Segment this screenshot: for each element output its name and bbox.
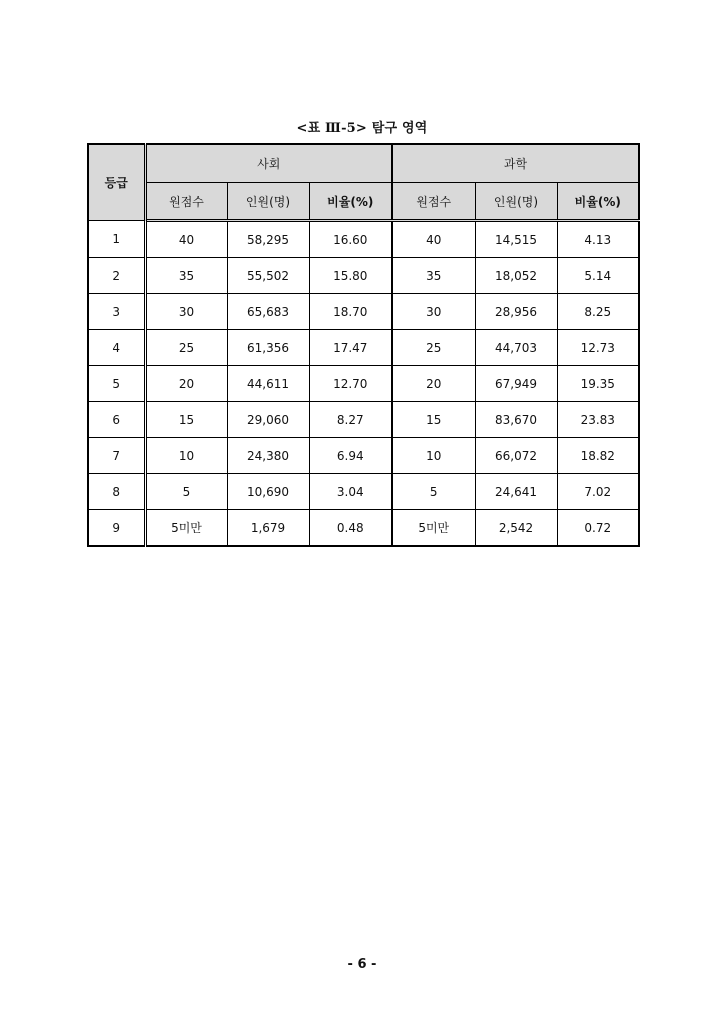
social-count-cell: 24,380 [227, 438, 309, 474]
science-count-cell: 28,956 [475, 294, 557, 330]
social-raw-score-cell: 30 [145, 294, 227, 330]
science-raw-score-cell: 30 [392, 294, 475, 330]
social-ratio-cell: 8.27 [309, 402, 392, 438]
table-row [88, 474, 639, 510]
science-raw-score-cell: 20 [392, 366, 475, 402]
table-caption: <표 Ⅲ-5> 탐구 영역 [296, 121, 428, 136]
science-count-cell: 83,670 [475, 402, 557, 438]
social-raw-score-cell: 25 [145, 330, 227, 366]
science-ratio-cell: 5.14 [557, 258, 639, 294]
grade-cell: 5 [88, 366, 145, 402]
science-count-cell: 66,072 [475, 438, 557, 474]
science-raw-score-cell: 15 [392, 402, 475, 438]
group-header-science: 과학 [392, 144, 639, 183]
science-raw-score-cell: 5 [392, 474, 475, 510]
social-ratio-cell: 15.80 [309, 258, 392, 294]
social-count-cell: 29,060 [227, 402, 309, 438]
grade-cell: 7 [88, 438, 145, 474]
grade-cell: 4 [88, 330, 145, 366]
social-ratio-cell: 6.94 [309, 438, 392, 474]
social-count-cell: 58,295 [227, 221, 309, 258]
science-count-cell: 14,515 [475, 221, 557, 258]
science-count-cell: 44,703 [475, 330, 557, 366]
social-ratio-cell: 16.60 [309, 221, 392, 258]
grade-cell: 8 [88, 474, 145, 510]
grade-cell: 9 [88, 510, 145, 547]
subheader-raw-score: 원점수 [392, 183, 475, 221]
science-ratio-cell: 0.72 [557, 510, 639, 547]
social-count-cell: 44,611 [227, 366, 309, 402]
social-count-cell: 10,690 [227, 474, 309, 510]
grade-header: 등급 [88, 144, 145, 221]
social-raw-score-cell: 5 [145, 474, 227, 510]
subheader-count: 인원(명) [475, 183, 557, 221]
grade-cell: 1 [88, 221, 145, 258]
grade-distribution-table [87, 143, 640, 547]
table-row [88, 438, 639, 474]
subheader-ratio: 비율(%) [557, 183, 639, 221]
subheader-raw-score: 원점수 [145, 183, 227, 221]
science-raw-score-cell: 5미만 [392, 510, 475, 547]
social-raw-score-cell: 20 [145, 366, 227, 402]
grade-cell: 3 [88, 294, 145, 330]
table-row [88, 366, 639, 402]
social-ratio-cell: 17.47 [309, 330, 392, 366]
social-count-cell: 55,502 [227, 258, 309, 294]
social-raw-score-cell: 40 [145, 221, 227, 258]
science-ratio-cell: 12.73 [557, 330, 639, 366]
subheader-ratio: 비율(%) [309, 183, 392, 221]
table-row [88, 510, 639, 547]
science-raw-score-cell: 40 [392, 221, 475, 258]
grade-cell: 2 [88, 258, 145, 294]
science-ratio-cell: 19.35 [557, 366, 639, 402]
science-ratio-cell: 4.13 [557, 221, 639, 258]
social-ratio-cell: 18.70 [309, 294, 392, 330]
science-count-cell: 24,641 [475, 474, 557, 510]
social-count-cell: 65,683 [227, 294, 309, 330]
social-count-cell: 1,679 [227, 510, 309, 547]
science-count-cell: 18,052 [475, 258, 557, 294]
social-count-cell: 61,356 [227, 330, 309, 366]
social-ratio-cell: 12.70 [309, 366, 392, 402]
social-raw-score-cell: 10 [145, 438, 227, 474]
social-ratio-cell: 3.04 [309, 474, 392, 510]
science-ratio-cell: 7.02 [557, 474, 639, 510]
social-raw-score-cell: 15 [145, 402, 227, 438]
group-header-social: 사회 [145, 144, 392, 183]
science-ratio-cell: 18.82 [557, 438, 639, 474]
table-row [88, 221, 639, 258]
science-ratio-cell: 23.83 [557, 402, 639, 438]
science-count-cell: 2,542 [475, 510, 557, 547]
table-row [88, 258, 639, 294]
table-row [88, 294, 639, 330]
grade-cell: 6 [88, 402, 145, 438]
science-raw-score-cell: 35 [392, 258, 475, 294]
science-ratio-cell: 8.25 [557, 294, 639, 330]
table-body [88, 221, 639, 547]
table-row [88, 402, 639, 438]
social-raw-score-cell: 35 [145, 258, 227, 294]
science-raw-score-cell: 10 [392, 438, 475, 474]
science-count-cell: 67,949 [475, 366, 557, 402]
page-number: - 6 - [347, 957, 377, 972]
social-raw-score-cell: 5미만 [145, 510, 227, 547]
social-ratio-cell: 0.48 [309, 510, 392, 547]
subheader-count: 인원(명) [227, 183, 309, 221]
table-row [88, 330, 639, 366]
science-raw-score-cell: 25 [392, 330, 475, 366]
